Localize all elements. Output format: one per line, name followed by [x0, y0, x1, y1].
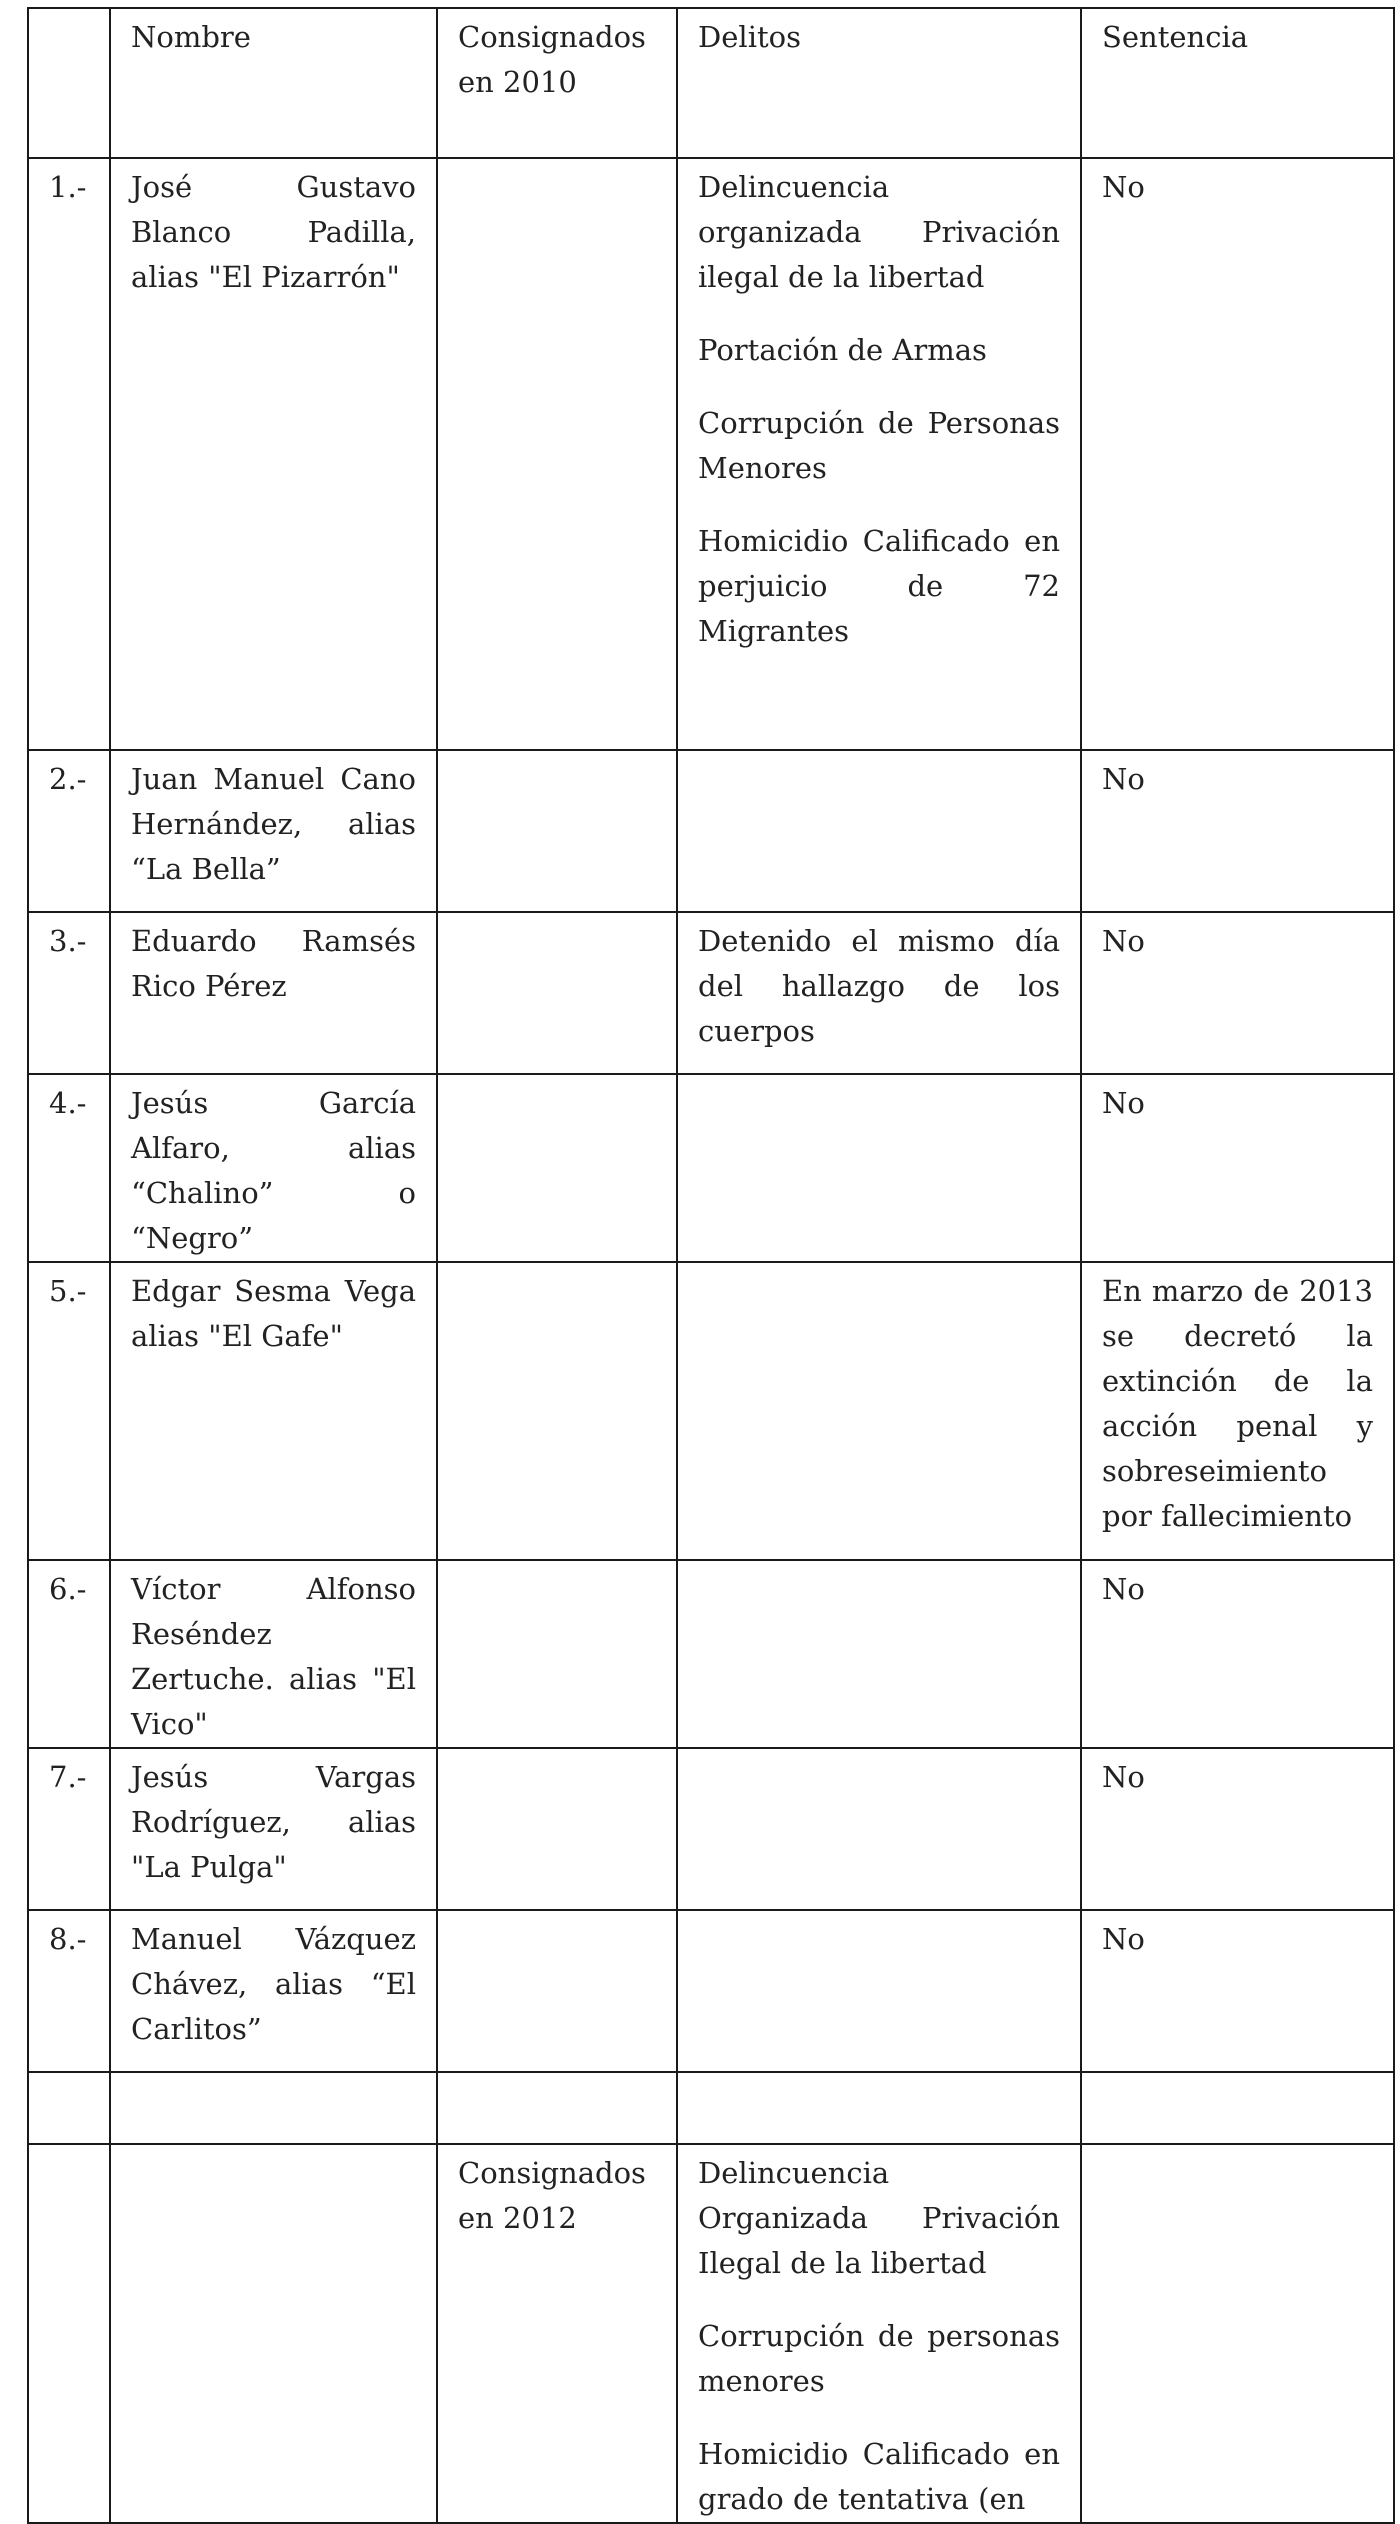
- row-sentencia: No: [1081, 912, 1394, 1074]
- row-consignados: [437, 750, 677, 912]
- delito-item: Corrupción de personas menores: [698, 2319, 1060, 2398]
- row-nombre: Jesús Vargas Rodríguez, alias "La Pulga": [110, 1748, 437, 1910]
- row-consignados: [437, 1074, 677, 1262]
- row-consignados: [437, 1560, 677, 1748]
- delito-item: Portación de Armas: [698, 333, 987, 367]
- row-sentencia: No: [1081, 1074, 1394, 1262]
- table-row: [28, 158, 1394, 750]
- row-number: 6.-: [28, 1560, 110, 1748]
- header-num: [28, 8, 110, 158]
- row-number: 2.-: [28, 750, 110, 912]
- table-row: [28, 1074, 1394, 1262]
- row-number: 1.-: [28, 158, 110, 750]
- table-row: [28, 750, 1394, 912]
- row-number: [28, 2144, 110, 2523]
- row-delitos: [677, 912, 1081, 1074]
- row-sentencia: En marzo de 2013 se decretó la extinción de la acción penal y sobreseimiento por fallecimiento: [1081, 1262, 1394, 1560]
- row-consignados: [437, 912, 677, 1074]
- row-delitos: [677, 1910, 1081, 2072]
- delito-item: Homicidio Calificado en perjuicio de 72 Migrantes: [698, 524, 1060, 648]
- row-nombre: Edgar Sesma Vega alias "El Gafe": [110, 1262, 437, 1560]
- row-delitos: [677, 1560, 1081, 1748]
- row-number: 7.-: [28, 1748, 110, 1910]
- header-consignados: Consignados en 2010: [437, 8, 677, 158]
- delito-item: Homicidio Calificado en grado de tentativa (en: [698, 2437, 1060, 2516]
- table-row: [28, 1910, 1394, 2072]
- row-sentencia: No: [1081, 1910, 1394, 2072]
- row-delitos: [677, 750, 1081, 912]
- table-row: [28, 2072, 1394, 2144]
- row-number: [28, 2072, 110, 2144]
- header-delitos: Delitos: [677, 8, 1081, 158]
- row-consignados: Consignados en 2012: [437, 2144, 677, 2523]
- table-row: [28, 1560, 1394, 1748]
- table-row: [28, 2144, 1394, 2523]
- row-delitos: [677, 1262, 1081, 1560]
- header-sentencia: Sentencia: [1081, 8, 1394, 158]
- row-delitos: [677, 2144, 1081, 2523]
- row-number: 3.-: [28, 912, 110, 1074]
- table-row: [28, 1262, 1394, 1560]
- delito-item: Corrupción de Personas Menores: [698, 406, 1060, 485]
- delito-item: Delincuencia organizada Privación ilegal de la libertad: [698, 170, 1060, 294]
- row-delitos: [677, 1748, 1081, 1910]
- defendants-table: [27, 7, 1395, 2524]
- delito-item: Detenido el mismo día del hallazgo de los cuerpos: [698, 924, 1060, 1048]
- row-consignados: [437, 1910, 677, 2072]
- row-sentencia: [1081, 2144, 1394, 2523]
- row-sentencia: No: [1081, 750, 1394, 912]
- row-sentencia: No: [1081, 1560, 1394, 1748]
- row-nombre: Juan Manuel Cano Hernández, alias “La Bella”: [110, 750, 437, 912]
- row-nombre: José Gustavo Blanco Padilla, alias "El Pizarrón": [110, 158, 437, 750]
- header-nombre: Nombre: [110, 8, 437, 158]
- row-sentencia: No: [1081, 158, 1394, 750]
- row-number: 5.-: [28, 1262, 110, 1560]
- table-row: [28, 1748, 1394, 1910]
- row-sentencia: [1081, 2072, 1394, 2144]
- delito-item: Delincuencia Organizada Privación Ilegal de la libertad: [698, 2156, 1060, 2280]
- row-consignados: [437, 158, 677, 750]
- row-nombre: Víctor Alfonso Reséndez Zertuche. alias "El Vico": [110, 1560, 437, 1748]
- row-number: 8.-: [28, 1910, 110, 2072]
- row-nombre: Eduardo Ramsés Rico Pérez: [110, 912, 437, 1074]
- row-consignados: [437, 2072, 677, 2144]
- row-nombre: Jesús García Alfaro, alias “Chalino” o “Negro”: [110, 1074, 437, 1262]
- row-nombre: [110, 2072, 437, 2144]
- row-delitos: [677, 1074, 1081, 1262]
- row-nombre: [110, 2144, 437, 2523]
- row-nombre: Manuel Vázquez Chávez, alias “El Carlitos”: [110, 1910, 437, 2072]
- row-sentencia: No: [1081, 1748, 1394, 1910]
- row-number: 4.-: [28, 1074, 110, 1262]
- header-row: [28, 8, 1394, 158]
- row-delitos: [677, 158, 1081, 750]
- row-consignados: [437, 1262, 677, 1560]
- row-delitos: [677, 2072, 1081, 2144]
- row-consignados: [437, 1748, 677, 1910]
- table-row: [28, 912, 1394, 1074]
